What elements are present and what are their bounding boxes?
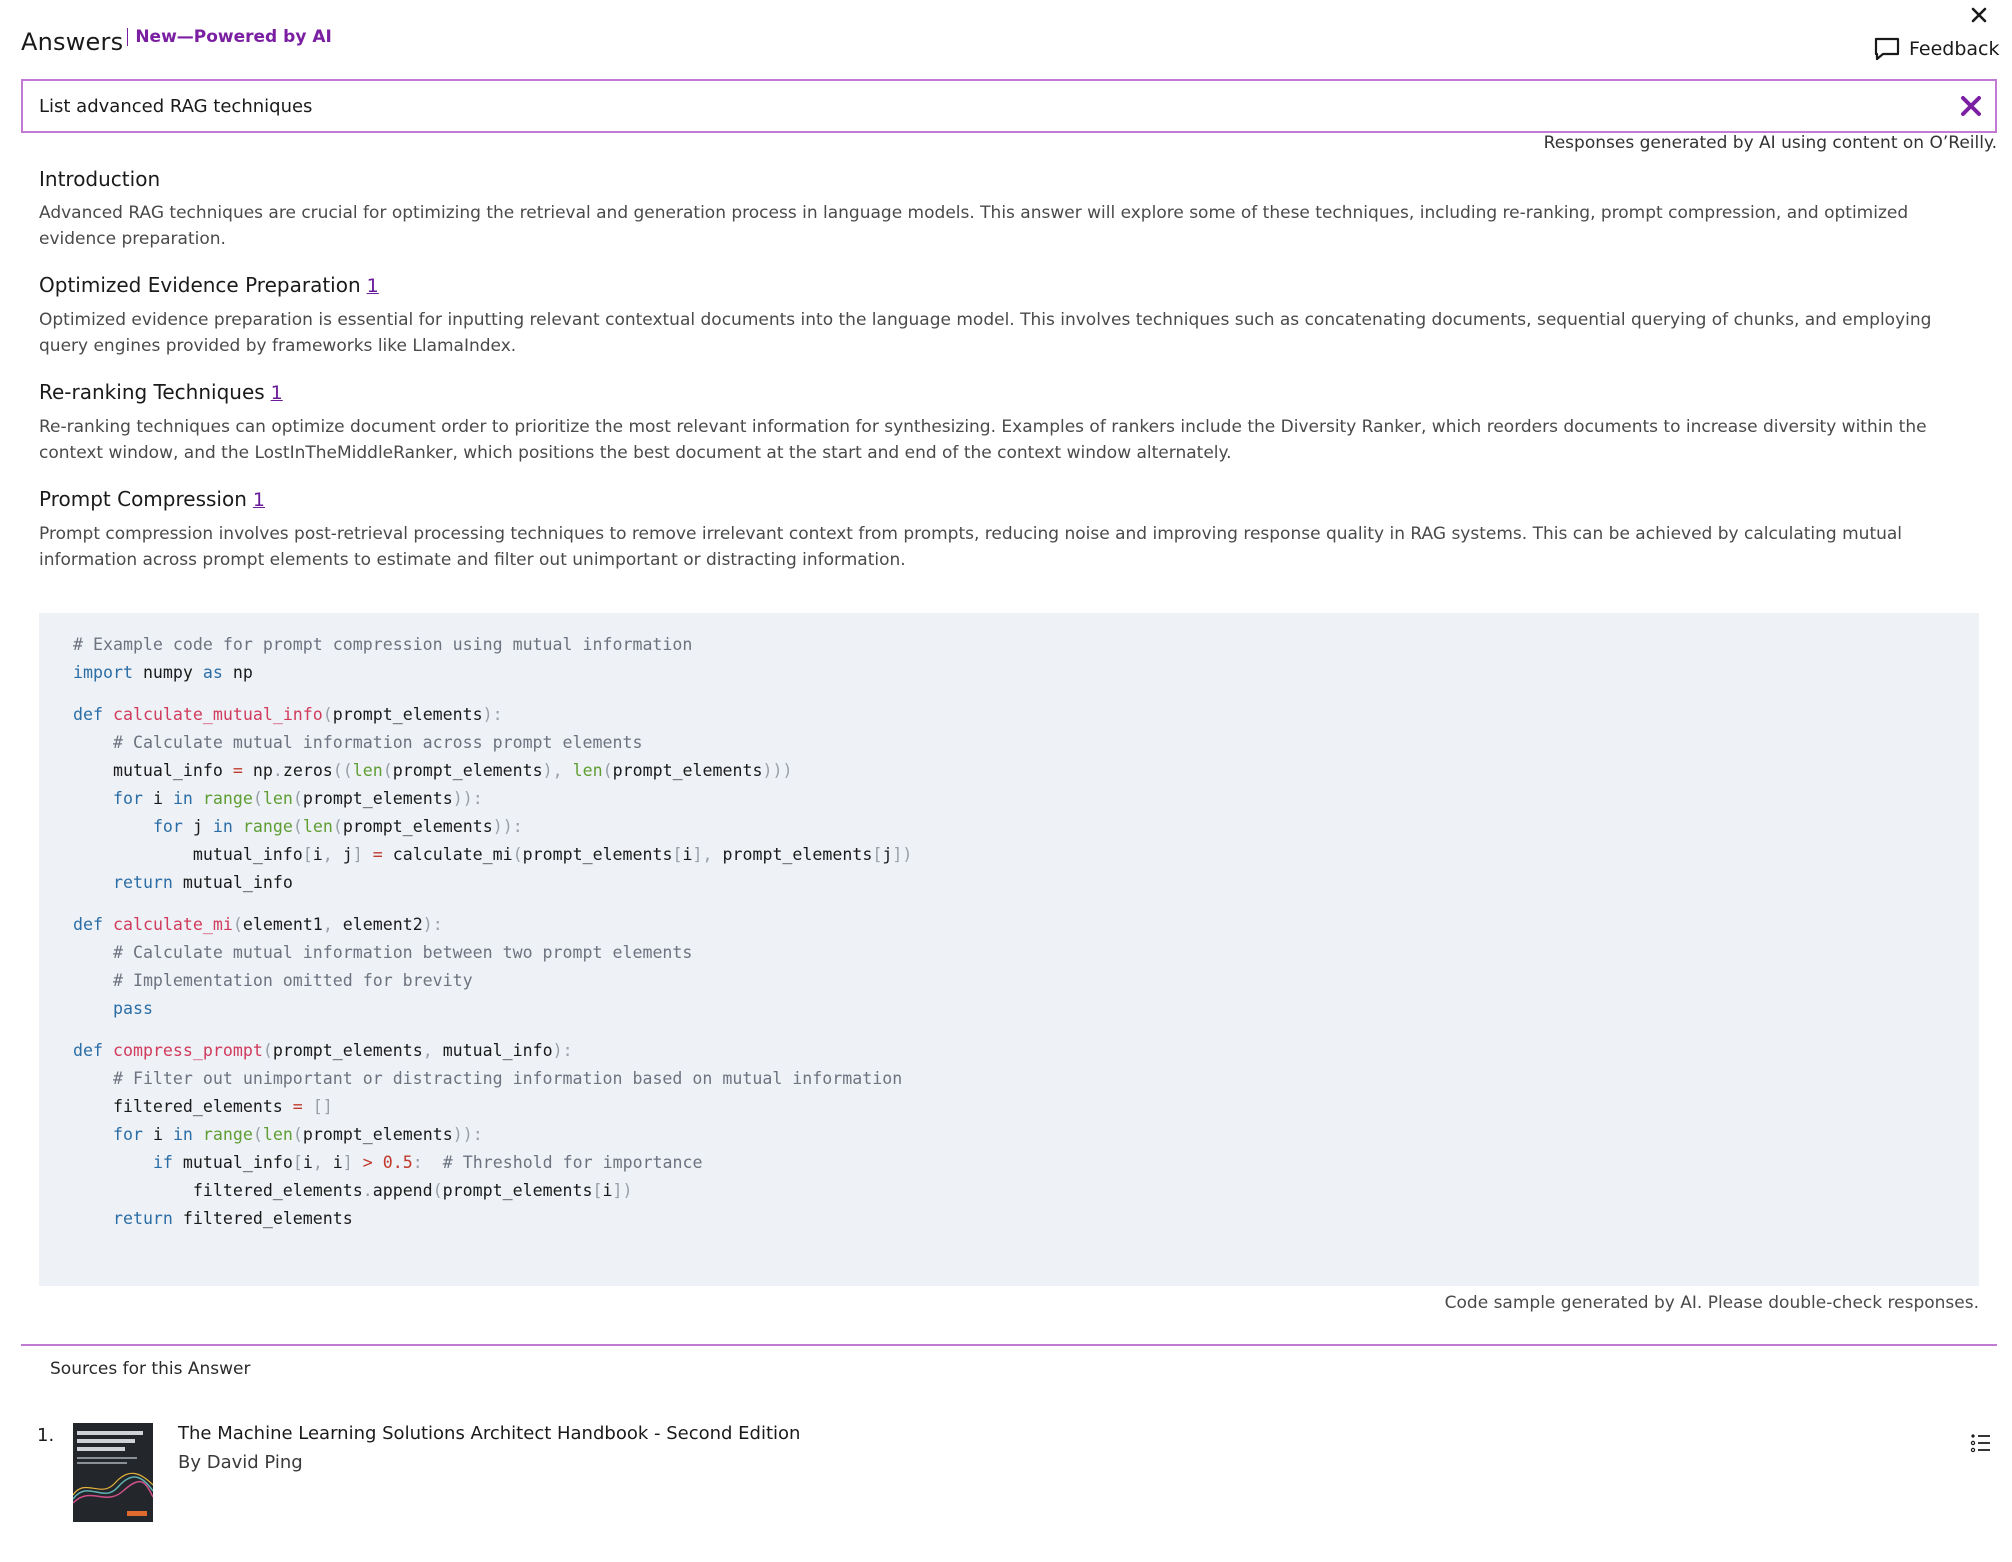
code-line <box>73 1023 1945 1037</box>
code-line: filtered_elements = [] <box>73 1097 333 1116</box>
search-input[interactable] <box>23 81 1947 131</box>
feedback-label: Feedback <box>1909 38 2000 60</box>
code-disclaimer: Code sample generated by AI. Please double-check responses. <box>1444 1293 1979 1313</box>
code-line: def compress_prompt(prompt_elements, mutual_info): <box>73 1041 573 1060</box>
section-body: Prompt compression involves post-retrieval processing techniques to remove irrelevant context from prompts, reducing noise and improving response quality in RAG systems. This can be achieved by calculating mutual information across prompt elements to estimate and filter out unimportant or distracting information. <box>39 524 1903 570</box>
ai-badge: New—Powered by AI <box>127 28 332 46</box>
code-line: filtered_elements.append(prompt_elements[i]) <box>73 1181 633 1200</box>
section-title <box>39 378 1979 407</box>
panel-header <box>21 24 332 56</box>
ai-disclaimer: Responses generated by AI using content on O’Reilly. <box>1543 133 1997 153</box>
section-title <box>39 485 1979 514</box>
answer-section <box>39 271 1979 359</box>
code-line: # Implementation omitted for brevity <box>112 971 473 990</box>
code-line: # Example code for prompt compression using mutual information <box>73 635 693 654</box>
table-of-contents-button[interactable] <box>1965 1427 1997 1459</box>
list-icon <box>1970 1433 1992 1453</box>
citation-link[interactable]: 1 <box>366 275 379 297</box>
source-item <box>21 1423 1997 1523</box>
close-button[interactable] <box>1966 2 1992 28</box>
search-box <box>21 79 1997 133</box>
code-line: for i in range(len(prompt_elements)): <box>112 789 483 808</box>
code-line: def calculate_mutual_info(prompt_elements): <box>73 705 503 724</box>
x-icon <box>1960 95 1982 117</box>
code-line <box>73 687 1945 701</box>
answer-section <box>39 378 1979 466</box>
answer-section <box>39 165 1979 252</box>
answer-section <box>39 485 1979 573</box>
close-icon <box>1971 7 1987 23</box>
source-number: 1. <box>37 1425 55 1446</box>
code-line: # Calculate mutual information between two prompt elements <box>112 943 693 962</box>
book-cover[interactable] <box>73 1423 153 1522</box>
code-line: import numpy as np <box>73 663 253 682</box>
section-body: Advanced RAG techniques are crucial for optimizing the retrieval and generation process in language models. This answer will explore some of these techniques, including re-ranking, prompt compression, and optimized evidence preparation. <box>39 203 1909 249</box>
code-line: for j in range(len(prompt_elements)): <box>152 817 523 836</box>
section-title <box>39 271 1979 300</box>
source-title[interactable]: The Machine Learning Solutions Architect Handbook - Second Edition <box>178 1423 801 1444</box>
citation-link[interactable]: 1 <box>270 382 283 404</box>
code-line: if mutual_info[i, i] > 0.5: # Threshold for importance <box>152 1153 703 1172</box>
code-line: pass <box>112 999 153 1018</box>
section-title-text: Re-ranking Techniques <box>39 380 265 404</box>
citation-link[interactable]: 1 <box>252 489 265 511</box>
section-body: Optimized evidence preparation is essential for inputting relevant contextual documents into the language model. This involves techniques such as concatenating documents, sequential querying of chunks, and employing query engines provided by frameworks like LlamaIndex. <box>39 310 1932 356</box>
code-line: mutual_info = np.zeros((len(prompt_elements), len(prompt_elements))) <box>73 761 793 780</box>
answer-content <box>39 165 1979 592</box>
clear-search-button[interactable] <box>1947 82 1995 130</box>
code-line: # Calculate mutual information across prompt elements <box>112 733 643 752</box>
sources-heading: Sources for this Answer <box>50 1359 251 1379</box>
speech-bubble-icon <box>1873 36 1901 62</box>
code-block <box>39 613 1979 1286</box>
panel-title: Answers <box>21 28 124 56</box>
section-title-text: Optimized Evidence Preparation <box>39 273 361 297</box>
section-title <box>39 165 1979 193</box>
code-line: return filtered_elements <box>112 1209 353 1228</box>
code-line: mutual_info[i, j] = calculate_mi(prompt_elements[i], prompt_elements[j]) <box>73 845 913 864</box>
section-title-text: Prompt Compression <box>39 487 247 511</box>
section-title-text: Introduction <box>39 167 161 191</box>
code-line <box>73 897 1945 911</box>
code-line: # Filter out unimportant or distracting information based on mutual information <box>112 1069 903 1088</box>
feedback-button[interactable] <box>1873 36 1999 62</box>
section-body: Re-ranking techniques can optimize document order to prioritize the most relevant information for synthesizing. Examples of rankers include the Diversity Ranker, which reorders documents to increase diversity within the context window, and the LostInTheMiddleRanker, which positions the best document at the start and end of the context window alternately. <box>39 417 1927 463</box>
source-author: By David Ping <box>178 1452 303 1473</box>
code-line: return mutual_info <box>112 873 293 892</box>
code-line: for i in range(len(prompt_elements)): <box>112 1125 483 1144</box>
code-line: def calculate_mi(element1, element2): <box>73 915 443 934</box>
divider <box>21 1344 1997 1346</box>
